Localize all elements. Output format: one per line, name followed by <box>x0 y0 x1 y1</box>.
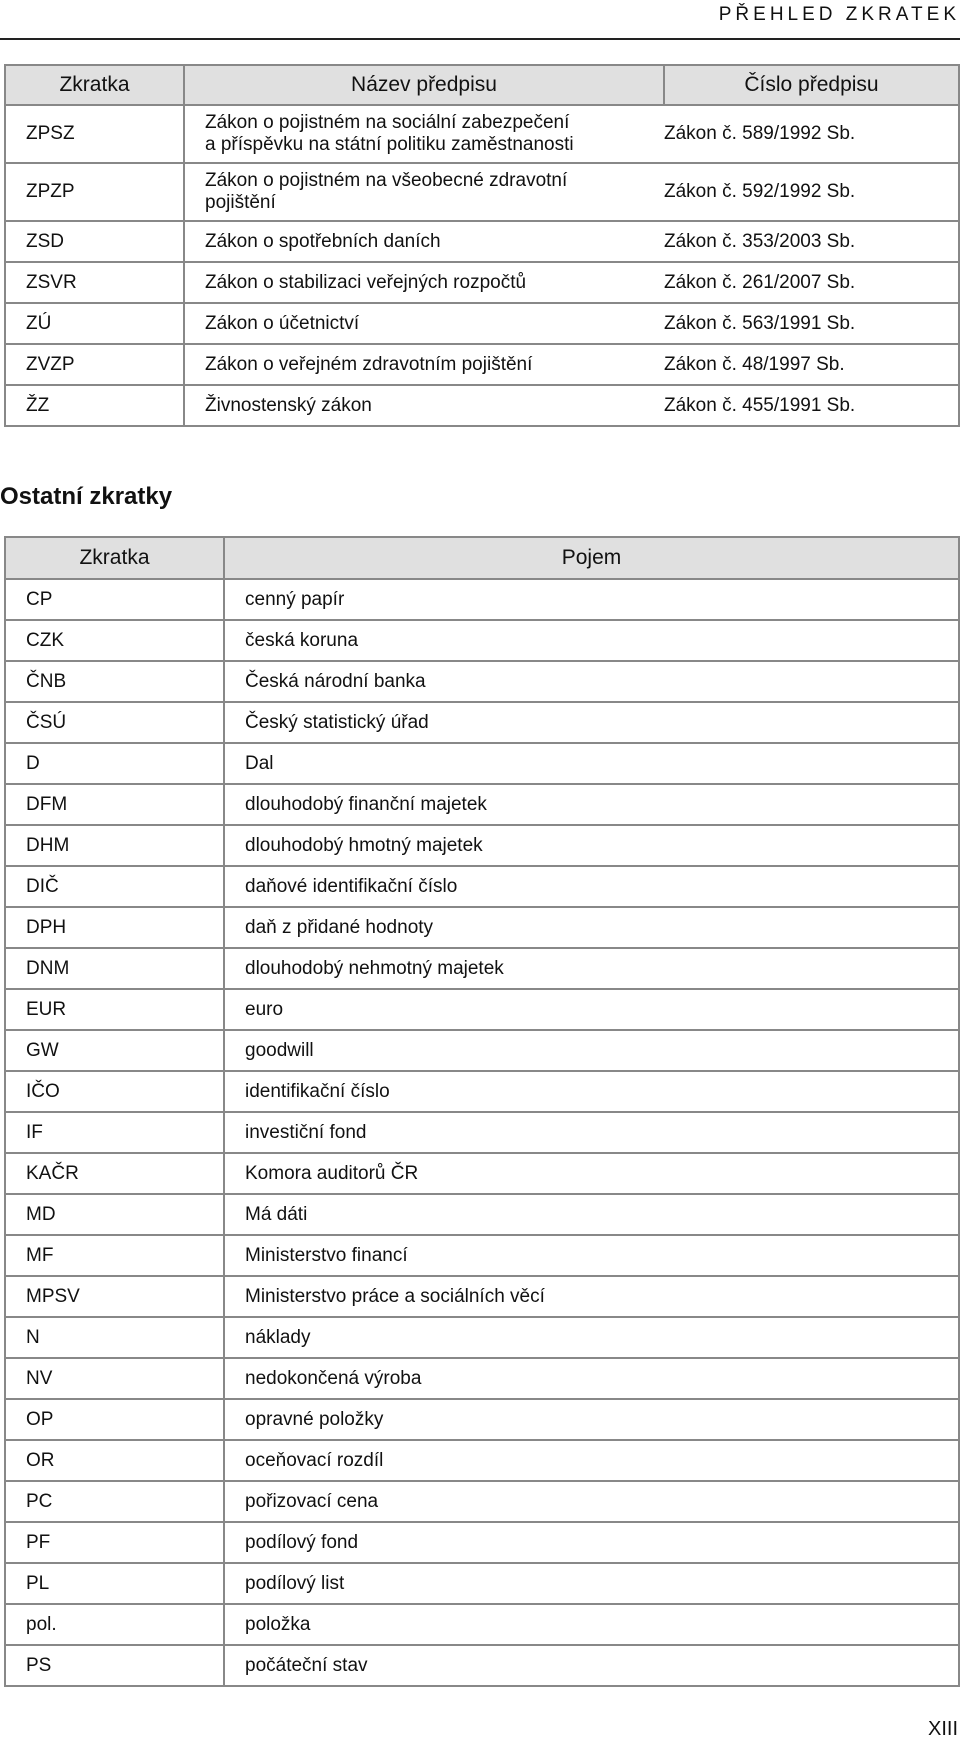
abbreviation-cell: DIČ <box>5 866 224 907</box>
abbreviation-cell: IF <box>5 1112 224 1153</box>
term-cell: podílový list <box>224 1563 959 1604</box>
term-cell: Dal <box>224 743 959 784</box>
abbreviation-cell: DFM <box>5 784 224 825</box>
regulation-number-cell: Zákon č. 455/1991 Sb. <box>664 385 959 426</box>
table-row <box>5 303 959 344</box>
table-row <box>5 262 959 303</box>
table-row <box>5 1317 959 1358</box>
abbreviation-cell: GW <box>5 1030 224 1071</box>
term-cell: položka <box>224 1604 959 1645</box>
term-cell: Komora auditorů ČR <box>224 1153 959 1194</box>
abbreviation-cell: ZVZP <box>5 344 184 385</box>
regulation-number-cell: Zákon č. 353/2003 Sb. <box>664 221 959 262</box>
term-cell: Česká národní banka <box>224 661 959 702</box>
table-row <box>5 907 959 948</box>
term-cell: goodwill <box>224 1030 959 1071</box>
abbreviation-cell: EUR <box>5 989 224 1030</box>
regulation-name-line: Zákon o pojistném na sociální zabezpečení <box>205 112 570 133</box>
section-heading: Ostatní zkratky <box>0 483 173 510</box>
regulation-name-line: Zákon o pojistném na všeobecné zdravotní <box>205 170 568 191</box>
abbreviation-cell: PC <box>5 1481 224 1522</box>
abbreviation-cell: PL <box>5 1563 224 1604</box>
table-row <box>5 1276 959 1317</box>
term-cell: daňové identifikační číslo <box>224 866 959 907</box>
table-row <box>5 1522 959 1563</box>
table-row <box>5 1194 959 1235</box>
column-header-regulation-name: Název předpisu <box>184 65 664 105</box>
page-number: XIII <box>927 1718 958 1740</box>
regulation-name-cell <box>184 105 664 163</box>
abbreviation-cell: MPSV <box>5 1276 224 1317</box>
term-cell: cenný papír <box>224 579 959 620</box>
abbreviation-cell: CP <box>5 579 224 620</box>
abbreviation-cell: ZSVR <box>5 262 184 303</box>
term-cell: euro <box>224 989 959 1030</box>
column-header-abbreviation: Zkratka <box>5 65 184 105</box>
abbreviation-cell: PS <box>5 1645 224 1686</box>
term-cell: investiční fond <box>224 1112 959 1153</box>
abbreviation-cell: N <box>5 1317 224 1358</box>
abbreviation-cell: OR <box>5 1440 224 1481</box>
table-row <box>5 784 959 825</box>
regulation-number-cell: Zákon č. 589/1992 Sb. <box>664 105 959 163</box>
term-cell: Ministerstvo práce a sociálních věcí <box>224 1276 959 1317</box>
term-cell: dlouhodobý nehmotný majetek <box>224 948 959 989</box>
abbreviation-cell: NV <box>5 1358 224 1399</box>
term-cell: česká koruna <box>224 620 959 661</box>
term-cell: nedokončená výroba <box>224 1358 959 1399</box>
term-cell: dlouhodobý hmotný majetek <box>224 825 959 866</box>
table-row <box>5 579 959 620</box>
abbreviation-cell: IČO <box>5 1071 224 1112</box>
table-row <box>5 866 959 907</box>
table-row <box>5 825 959 866</box>
table-row <box>5 1071 959 1112</box>
abbreviation-cell: ZPZP <box>5 163 184 221</box>
abbreviation-cell: ZSD <box>5 221 184 262</box>
header-rule <box>0 38 960 40</box>
abbreviation-cell: pol. <box>5 1604 224 1645</box>
column-header-abbreviation: Zkratka <box>5 537 224 579</box>
table-row <box>5 105 959 163</box>
regulation-name-cell: Zákon o veřejném zdravotním pojištění <box>184 344 664 385</box>
laws-table <box>4 64 960 427</box>
abbreviations-table <box>4 536 960 1687</box>
abbreviation-cell: ZÚ <box>5 303 184 344</box>
table-row <box>5 1358 959 1399</box>
term-cell: daň z přidané hodnoty <box>224 907 959 948</box>
term-cell: identifikační číslo <box>224 1071 959 1112</box>
table-row <box>5 1030 959 1071</box>
table-row <box>5 702 959 743</box>
abbreviation-cell: MF <box>5 1235 224 1276</box>
term-cell: náklady <box>224 1317 959 1358</box>
regulation-name-cell: Zákon o spotřebních daních <box>184 221 664 262</box>
regulation-name-cell: Živnostenský zákon <box>184 385 664 426</box>
column-header-term: Pojem <box>224 537 959 579</box>
abbreviation-cell: ČNB <box>5 661 224 702</box>
abbreviations-table-header-row <box>5 537 959 579</box>
abbreviation-cell: DPH <box>5 907 224 948</box>
abbreviation-cell: DNM <box>5 948 224 989</box>
regulation-name-line: a příspěvku na státní politiku zaměstnanosti <box>205 134 574 155</box>
abbreviation-cell: ŽZ <box>5 385 184 426</box>
term-cell: Český statistický úřad <box>224 702 959 743</box>
term-cell: podílový fond <box>224 1522 959 1563</box>
term-cell: Má dáti <box>224 1194 959 1235</box>
table-row <box>5 1481 959 1522</box>
abbreviation-cell: MD <box>5 1194 224 1235</box>
abbreviation-cell: DHM <box>5 825 224 866</box>
abbreviation-cell: ČSÚ <box>5 702 224 743</box>
abbreviation-cell: ZPSZ <box>5 105 184 163</box>
term-cell: opravné položky <box>224 1399 959 1440</box>
regulation-name-line: pojištění <box>205 192 276 213</box>
table-row <box>5 989 959 1030</box>
regulation-number-cell: Zákon č. 563/1991 Sb. <box>664 303 959 344</box>
table-row <box>5 1153 959 1194</box>
table-row <box>5 948 959 989</box>
table-row <box>5 1440 959 1481</box>
regulation-number-cell: Zákon č. 48/1997 Sb. <box>664 344 959 385</box>
abbreviations-table-body <box>5 579 959 1686</box>
abbreviation-cell: PF <box>5 1522 224 1563</box>
table-row <box>5 221 959 262</box>
regulation-name-cell <box>184 163 664 221</box>
table-row <box>5 743 959 784</box>
term-cell: oceňovací rozdíl <box>224 1440 959 1481</box>
laws-table-header-row <box>5 65 959 105</box>
abbreviation-cell: KAČR <box>5 1153 224 1194</box>
table-row <box>5 661 959 702</box>
term-cell: dlouhodobý finanční majetek <box>224 784 959 825</box>
table-row <box>5 1604 959 1645</box>
abbreviation-cell: CZK <box>5 620 224 661</box>
column-header-regulation-number: Číslo předpisu <box>664 65 959 105</box>
table-row <box>5 1235 959 1276</box>
table-row <box>5 163 959 221</box>
term-cell: pořizovací cena <box>224 1481 959 1522</box>
regulation-number-cell: Zákon č. 261/2007 Sb. <box>664 262 959 303</box>
table-row <box>5 620 959 661</box>
running-title: PŘEHLED ZKRATEK <box>718 4 960 25</box>
regulation-number-cell: Zákon č. 592/1992 Sb. <box>664 163 959 221</box>
table-row <box>5 1112 959 1153</box>
table-row <box>5 1563 959 1604</box>
regulation-name-cell: Zákon o účetnictví <box>184 303 664 344</box>
term-cell: Ministerstvo financí <box>224 1235 959 1276</box>
table-row <box>5 385 959 426</box>
abbreviation-cell: OP <box>5 1399 224 1440</box>
regulation-name-cell: Zákon o stabilizaci veřejných rozpočtů <box>184 262 664 303</box>
table-row <box>5 1399 959 1440</box>
table-row <box>5 344 959 385</box>
term-cell: počáteční stav <box>224 1645 959 1686</box>
table-row <box>5 1645 959 1686</box>
abbreviation-cell: D <box>5 743 224 784</box>
